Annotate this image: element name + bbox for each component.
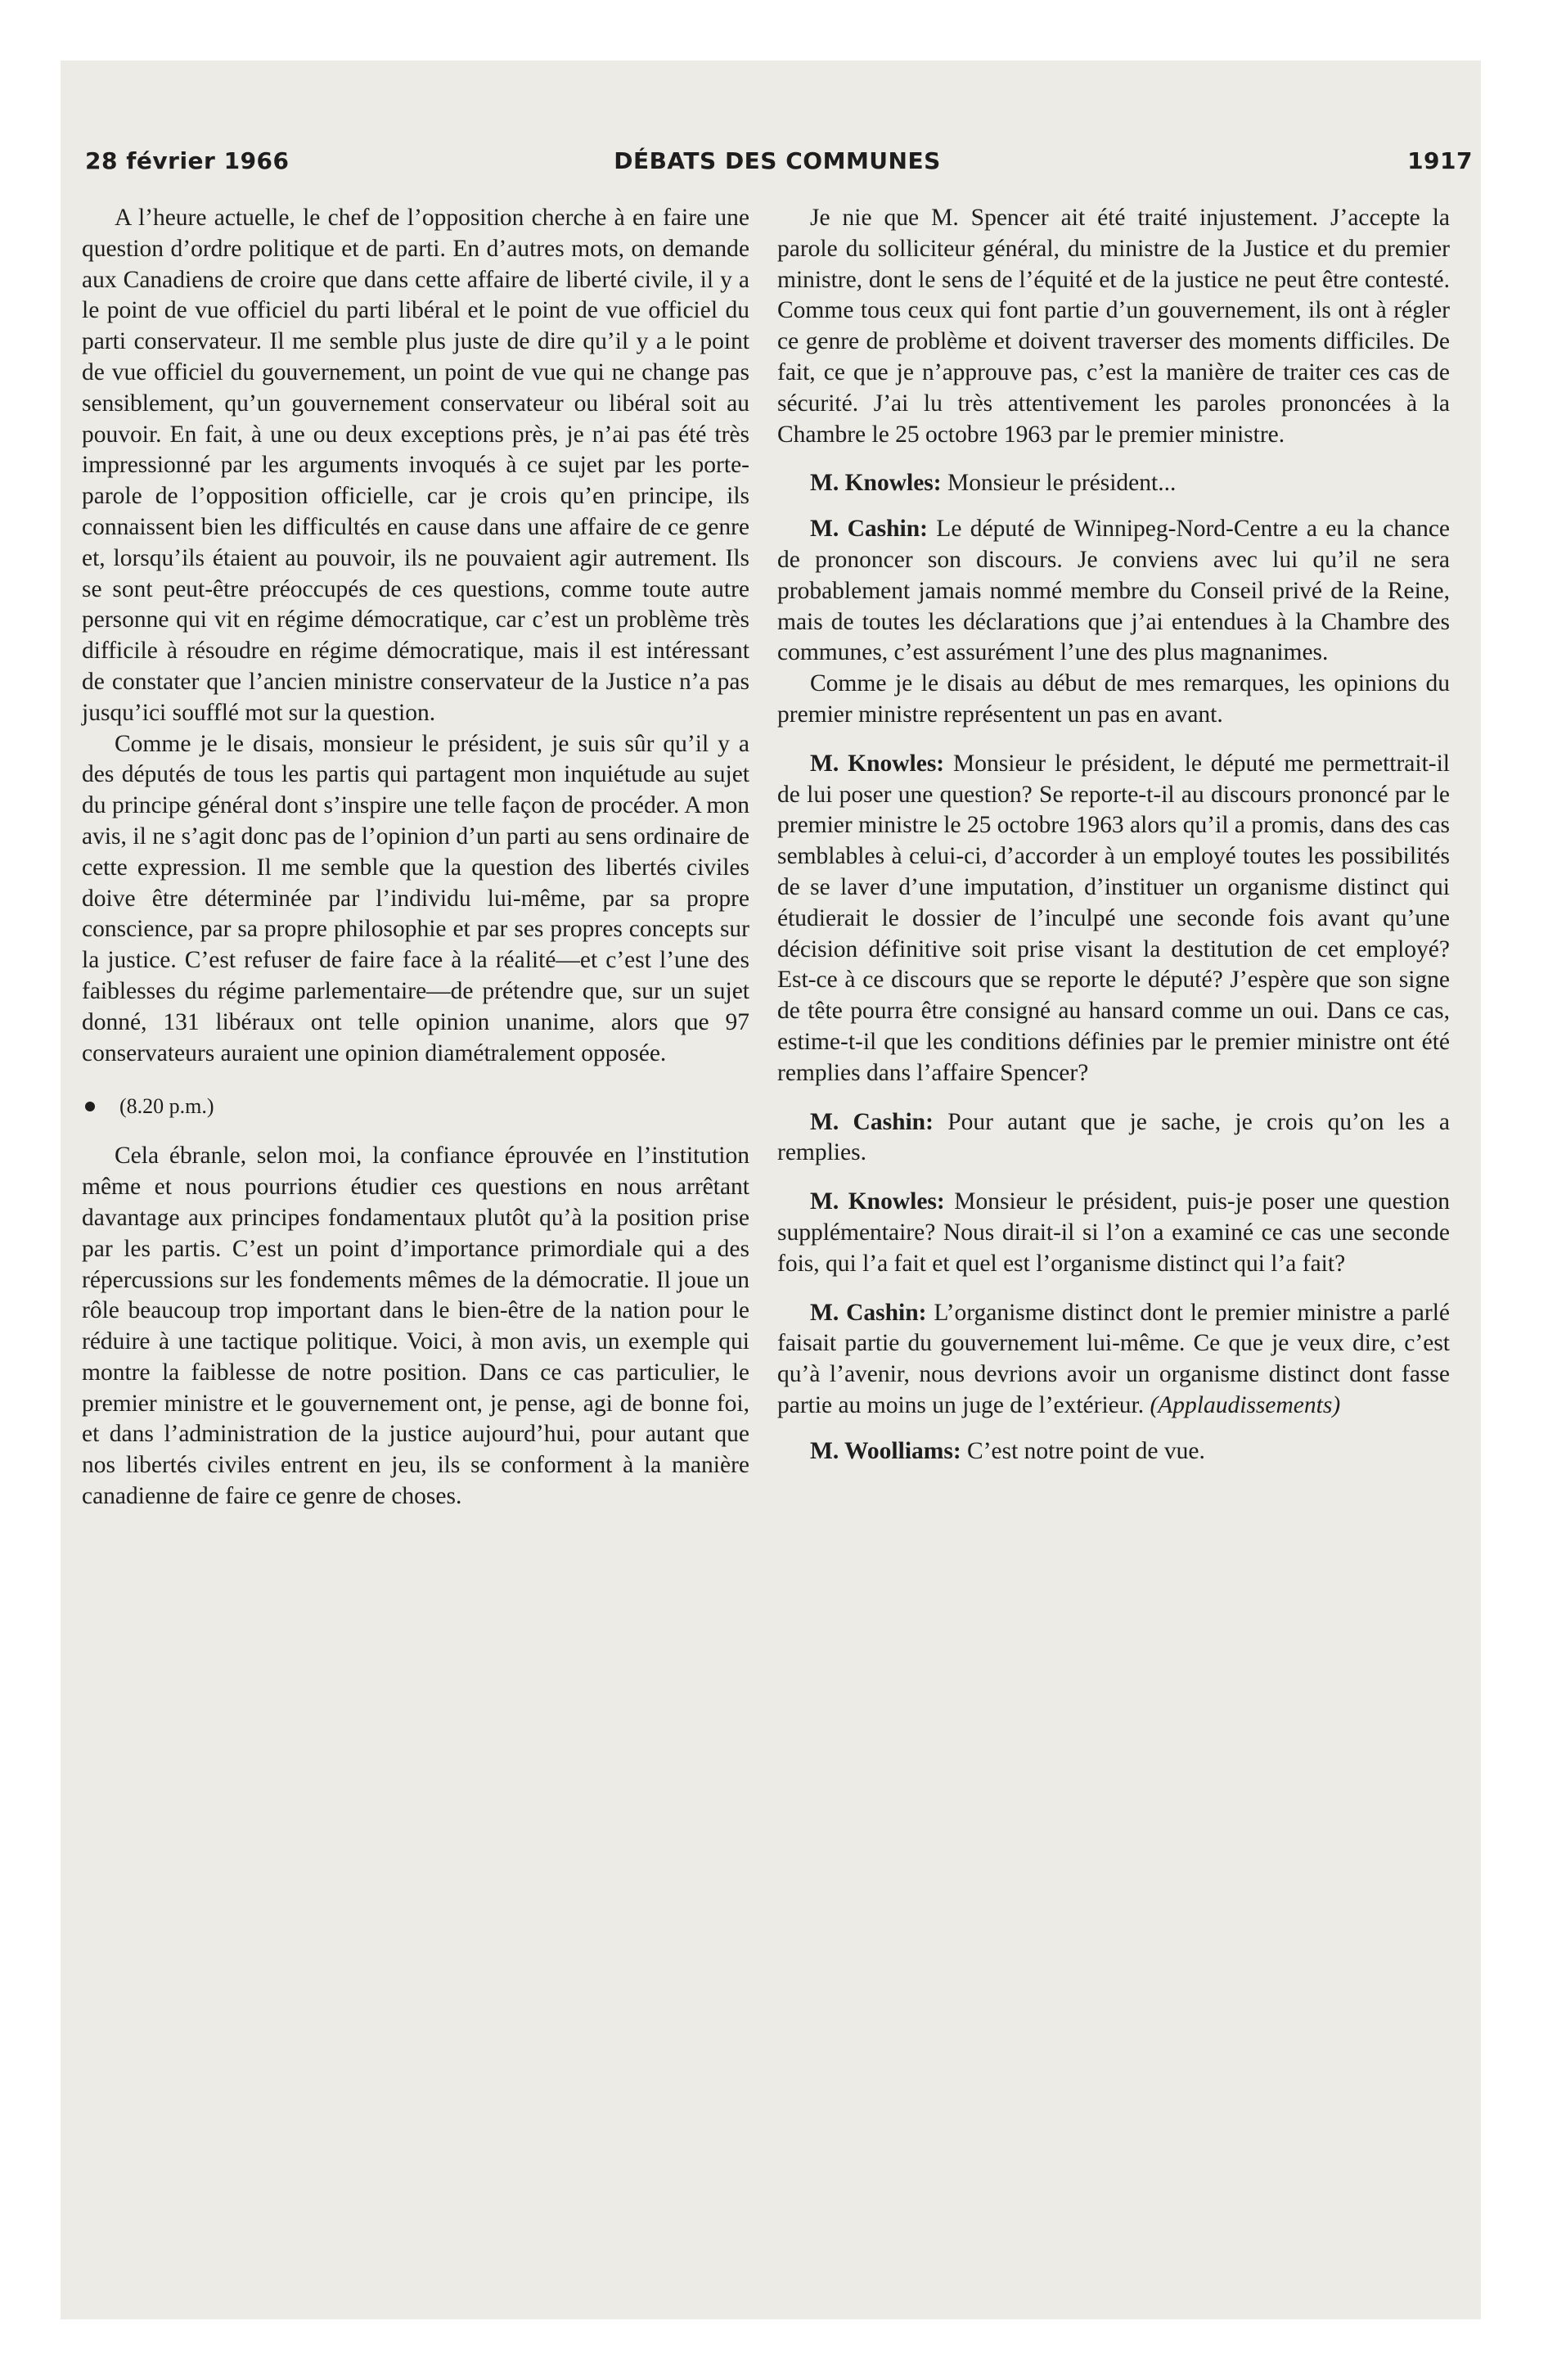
- hansard-page: [82, 147, 1473, 2243]
- speech-cashin-2: [777, 1107, 1450, 1170]
- speech-cashin-1: [777, 514, 1450, 669]
- speaker-name: M. Woolliams:: [810, 1437, 961, 1464]
- speech-text: L’organisme distinct dont le premier ministre a parlé faisait partie du gouvernement lui-même. Ce que je veux dire, c’est qu’à l’avenir, nous devrions avoir un organisme distinct dont fasse partie au moins un juge de l’extérieur.: [777, 1299, 1450, 1418]
- speaker-name: M. Cashin:: [810, 1108, 934, 1135]
- speech-knowles-2: [777, 749, 1450, 1089]
- time-marker: [82, 1093, 749, 1120]
- paragraph: Cela ébranle, selon moi, la confiance éprouvée en l’institution même et nous pourrions étudier ces questions en nous arrêtant davantage aux principes fondamentaux plutôt qu’à la position prise par les partis. C’est un point d’importance primordiale qui a des répercussions sur les fondements mêmes de la démocratie. Il joue un rôle beaucoup trop important dans le bien-être de la nation pour le réduire à une tactique politique. Voici, à mon avis, un exemple qui montre la faiblesse de notre position. Dans ce cas particulier, le premier ministre et le gouvernement ont, je pense, agi de bonne foi, et dans l’administration de la justice aujourd’hui, pour autant que nos libertés civiles entrent en jeu, ils se conforment à la manière canadienne de faire ce genre de choses.: [82, 1143, 749, 1510]
- speech-text: Le député de Winnipeg-Nord-Centre a eu la chance de prononcer son discours. Je conviens avec lui qu’il ne sera probablement jamais nommé membre du Conseil privé de la Reine, mais de toutes les déclarations que j’ai entendues à la Chambre des communes, c’est assurément l’une des plus magnanimes.: [777, 516, 1451, 666]
- speech-text: Monsieur le président, puis-je poser une question supplémentaire? Nous dirait-il si l’on a examiné ce cas une seconde fois, qui l’a fait et quel est l’organisme distinct qui l’a fait?: [777, 1188, 1451, 1277]
- speaker-name: M. Knowles:: [810, 470, 942, 497]
- page-header: [82, 147, 1473, 180]
- paragraph: A l’heure actuelle, le chef de l’opposition cherche à en faire une question d’ordre politique et de parti. En d’autres mots, on demande aux Canadiens de croire que dans cette affaire de liberté civile, il y a le point de vue officiel du parti libéral et le point de vue officiel du parti conservateur. Il me semble plus juste de dire qu’il y a le point de vue officiel du gouvernement, un point de vue qui ne change pas sensiblement, qu’un gouvernement conservateur ou libéral soit au pouvoir. En fait, à une ou deux exceptions près, je n’ai pas été très impressionné par les arguments invoqués à ce sujet par les porte-parole de l’opposition officielle, car je crois qu’en principe, ils connaissent bien les difficultés en cause dans une affaire de ce genre et, lorsqu’ils étaient au pouvoir, ils ne pouvaient agir autrement. Ils se sont peut-être préoccupés de ces questions, comme toute autre personne qui vit en régime démocratique, car c’est un problème très difficile à résoudre en régime démocratique, mais il est intéressant de constater que l’ancien ministre conservateur de la Justice n’a pas jusqu’ici soufflé mot sur la question.: [82, 205, 749, 726]
- left-column: [82, 203, 749, 1512]
- applause-note: (Applaudissements): [1150, 1391, 1341, 1418]
- speech-woolliams-1: [777, 1436, 1450, 1467]
- speech-text: Monsieur le président, le député me permettrait-il de lui poser une question? Se reporte-t-il au discours prononcé par le premier ministre le 25 octobre 1963 alors qu’il a promis, dans des cas semblables à celui-ci, d’accorder à un employé toutes les possibilités de se laver d’une imputation, d’instituer un organisme distinct qui étudierait le dossier de l’inculpé une seconde fois avant qu’une décision définitive soit prise visant la destitution de cet employé? Est-ce à ce discours que se reporte le député? J’espère que son signe de tête pourra être consigné au hansard comme un oui. Dans ce cas, estime-t-il que les conditions définies par le premier ministre ont été remplies dans l’affaire Spencer?: [777, 750, 1450, 1086]
- speaker-name: M. Knowles:: [810, 1188, 945, 1215]
- speech-cashin-3: [777, 1298, 1450, 1422]
- time-marker-text: (8.20 p.m.): [119, 1094, 214, 1119]
- speech-text: Pour autant que je sache, je crois qu’on les a remplies.: [777, 1108, 1450, 1166]
- header-date: 28 février 1966: [85, 147, 290, 174]
- speech-knowles-3: [777, 1187, 1450, 1279]
- speaker-name: M. Knowles:: [810, 750, 945, 777]
- speaker-name: M. Cashin:: [810, 1299, 927, 1326]
- paragraph: Comme je le disais au début de mes remarques, les opinions du premier ministre représentent un pas en avant.: [777, 670, 1450, 728]
- header-title: DÉBATS DES COMMUNES: [614, 147, 941, 174]
- speech-text: Monsieur le président...: [941, 470, 1177, 497]
- speaker-name: M. Cashin:: [810, 516, 928, 543]
- right-column: [777, 203, 1450, 1467]
- bullet-icon: [85, 1102, 95, 1111]
- paragraph: Comme je le disais, monsieur le président, je suis sûr qu’il y a des députés de tous les partis qui partagent mon inquiétude au sujet du principe général dont s’inspire une telle façon de procéder. A mon avis, il ne s’agit donc pas de l’opinion d’un parti au sens ordinaire de cette expression. Il me semble que la question des libertés civiles doive être déterminée par l’individu lui-même, par sa propre conscience, par sa propre philosophie et par ses propres concepts sur la justice. C’est refuser de faire face à la réalité—et c’est l’une des faiblesses du régime parlementaire—de prétendre que, sur un sujet donné, 131 libéraux ont telle opinion unanime, alors que 97 conservateurs auraient une opinion diamétralement opposée.: [82, 730, 749, 1066]
- speech-knowles-1: [777, 468, 1450, 499]
- speech-text: C’est notre point de vue.: [961, 1437, 1205, 1464]
- header-page-number: 1917: [1407, 147, 1473, 174]
- paragraph: Je nie que M. Spencer ait été traité injustement. J’accepte la parole du solliciteur général, du ministre de la Justice et du premier ministre, dont le sens de l’équité et de la justice ne peut être contesté. Comme tous ceux qui font partie d’un gouvernement, ils ont à régler ce genre de problème et doivent traverser des moments difficiles. De fait, ce que je n’approuve pas, c’est la manière de traiter ces cas de sécurité. J’ai lu très attentivement les paroles prononcées à la Chambre le 25 octobre 1963 par le premier ministre.: [777, 205, 1450, 448]
